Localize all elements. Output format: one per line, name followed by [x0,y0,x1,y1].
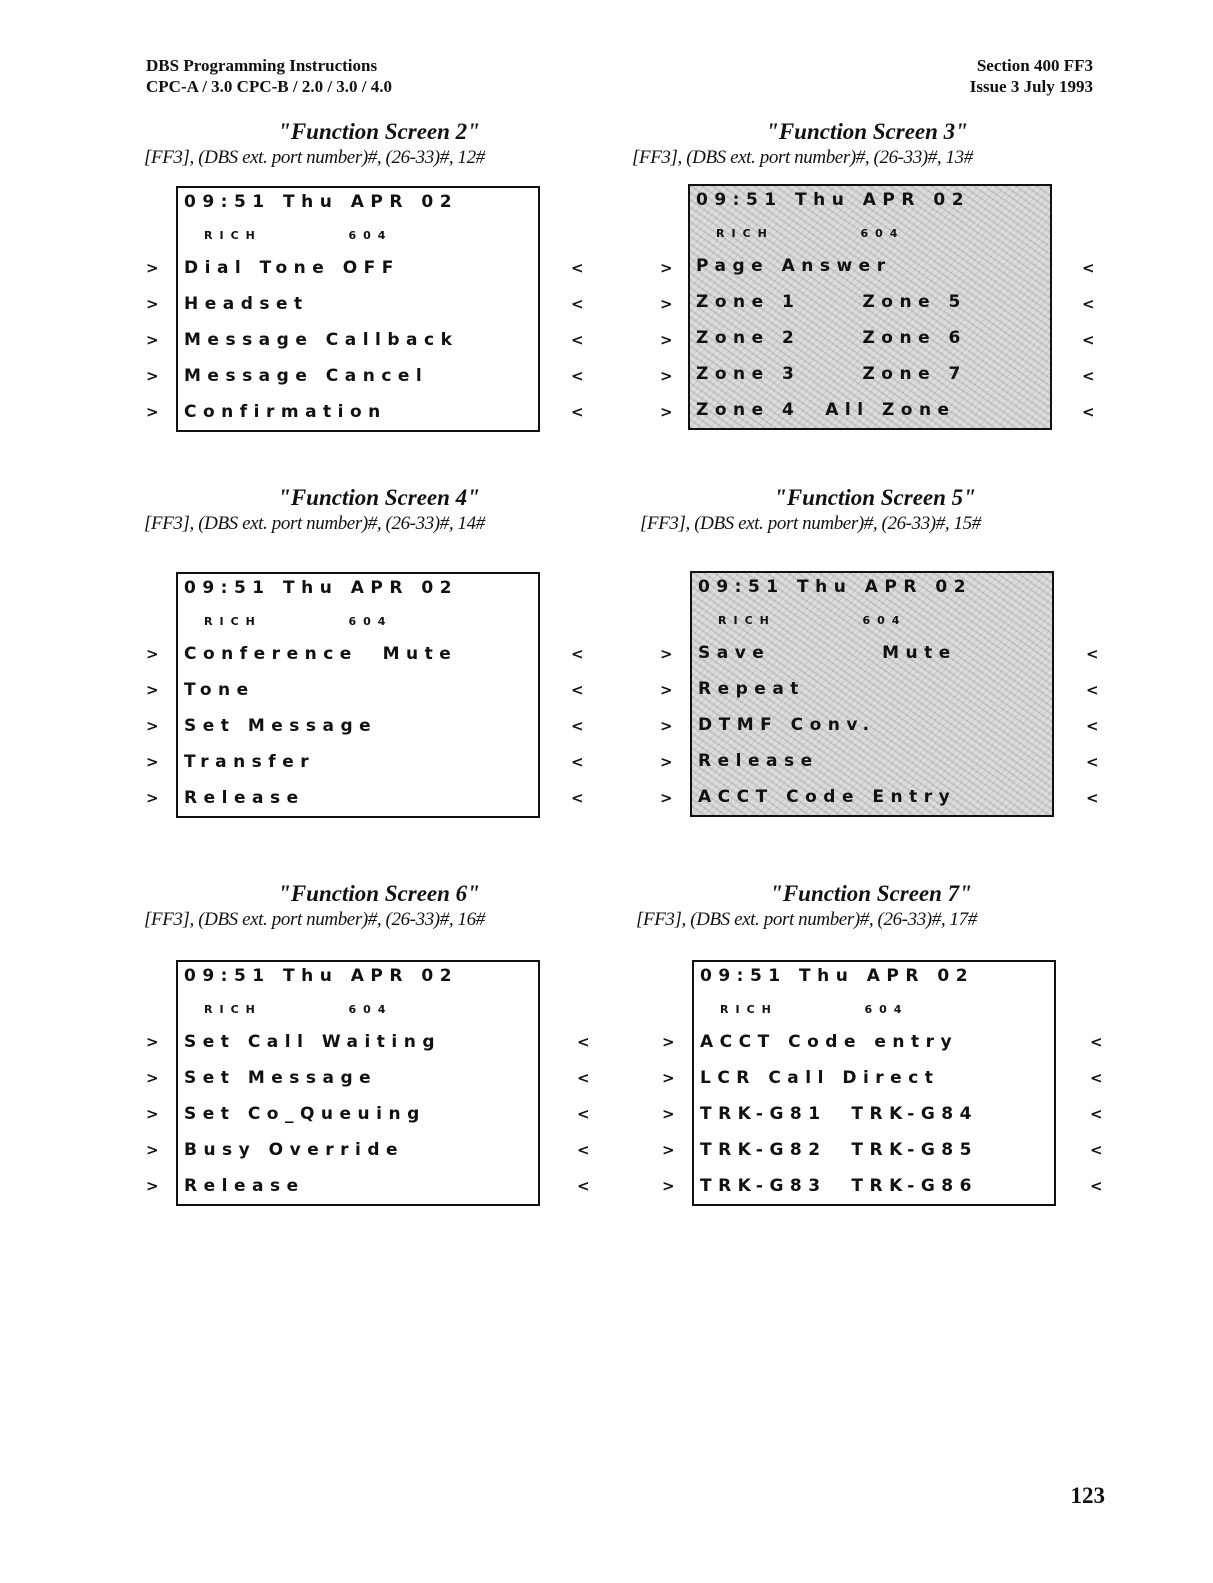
right-arrow: < [577,1177,590,1195]
screen-path: [FF3], (DBS ext. port number)#, (26-33)#, 15# [640,513,981,534]
lcd-row-2[interactable]: Repeat [698,679,805,699]
right-arrow: < [577,1105,590,1123]
right-arrow: < [571,259,584,277]
page-header-left [146,55,392,97]
lcd-line-2: RICH 604 [204,615,393,628]
lcd-row-1[interactable]: Page Answer [696,256,892,276]
left-arrow: > [660,645,673,663]
lcd-row-5[interactable]: TRK-G83 TRK-G86 [700,1176,978,1196]
left-arrow: > [146,789,159,807]
right-arrow: < [577,1069,590,1087]
left-arrow: > [146,717,159,735]
left-arrow: > [146,1105,159,1123]
lcd-row-5[interactable]: Release [184,788,305,808]
right-arrow: < [571,753,584,771]
lcd-row-2[interactable]: LCR Call Direct [700,1068,940,1088]
lcd-display [176,186,540,432]
left-arrow: > [662,1141,675,1159]
left-arrow: > [146,645,159,663]
right-arrow: < [1082,367,1095,385]
lcd-line-2: RICH 604 [716,227,905,240]
left-arrow: > [146,331,159,349]
screen-path: [FF3], (DBS ext. port number)#, (26-33)#, 12# [144,147,485,168]
lcd-line-1: 09:51 Thu APR 02 [184,192,459,212]
left-arrow: > [146,1141,159,1159]
left-arrow: > [146,403,159,421]
right-arrow: < [571,681,584,699]
lcd-line-1: 09:51 Thu APR 02 [698,577,973,597]
lcd-display [688,184,1052,430]
doc-title: DBS Programming Instructions [146,56,378,75]
right-arrow: < [1082,403,1095,421]
left-arrow: > [660,403,673,421]
right-arrow: < [1090,1069,1103,1087]
left-arrow: > [660,331,673,349]
right-arrow: < [571,367,584,385]
screen-path: [FF3], (DBS ext. port number)#, (26-33)#, 16# [144,909,485,930]
lcd-row-2[interactable]: Tone [184,680,255,700]
left-arrow: > [662,1033,675,1051]
screen-path: [FF3], (DBS ext. port number)#, (26-33)#, 17# [636,909,977,930]
lcd-row-3[interactable]: Zone 2 Zone 6 [696,328,967,348]
function-screen-7 [636,880,1106,932]
left-arrow: > [660,717,673,735]
right-arrow: < [1086,645,1099,663]
section-label: Section 400 FF3 [976,56,1093,75]
lcd-row-3[interactable]: DTMF Conv. [698,715,876,735]
lcd-display [176,960,540,1206]
screen-title: "Function Screen 6" [278,881,480,906]
left-arrow: > [660,753,673,771]
lcd-display [176,572,540,818]
lcd-row-4[interactable]: Release [698,751,819,771]
lcd-line-2: RICH 604 [204,229,393,242]
lcd-line-1: 09:51 Thu APR 02 [184,966,459,986]
lcd-line-1: 09:51 Thu APR 02 [184,578,459,598]
lcd-row-1[interactable]: Dial Tone OFF [184,258,400,278]
lcd-line-2: RICH 604 [718,614,907,627]
page-number: 123 [1070,1483,1105,1508]
screen-title: "Function Screen 3" [766,119,968,144]
lcd-row-1[interactable]: Conference Mute [184,644,458,664]
lcd-row-5[interactable]: Confirmation [184,402,387,422]
lcd-row-2[interactable]: Headset [184,294,309,314]
left-arrow: > [146,753,159,771]
page-header-right [970,55,1093,97]
lcd-row-2[interactable]: Zone 1 Zone 5 [696,292,967,312]
left-arrow: > [662,1177,675,1195]
right-arrow: < [1090,1105,1103,1123]
left-arrow: > [146,1177,159,1195]
right-arrow: < [1086,789,1099,807]
right-arrow: < [1082,259,1095,277]
right-arrow: < [1090,1033,1103,1051]
lcd-row-5[interactable]: Zone 4 All Zone [696,400,956,420]
right-arrow: < [571,789,584,807]
right-arrow: < [1090,1177,1103,1195]
left-arrow: > [146,1033,159,1051]
lcd-line-1: 09:51 Thu APR 02 [700,966,975,986]
right-arrow: < [571,645,584,663]
lcd-row-4[interactable]: Zone 3 Zone 7 [696,364,967,384]
lcd-row-1[interactable]: Save Mute [698,643,957,663]
function-screen-6 [144,880,614,932]
doc-version: CPC-A / 3.0 CPC-B / 2.0 / 3.0 / 4.0 [146,77,393,96]
lcd-row-3[interactable]: Set Co_Queuing [184,1104,426,1124]
lcd-row-2[interactable]: Set Message [184,1068,378,1088]
right-arrow: < [1082,331,1095,349]
lcd-line-1: 09:51 Thu APR 02 [696,190,971,210]
lcd-display [692,960,1056,1206]
lcd-row-4[interactable]: Message Cancel [184,366,429,386]
left-arrow: > [146,295,159,313]
right-arrow: < [571,295,584,313]
right-arrow: < [571,717,584,735]
left-arrow: > [662,1105,675,1123]
left-arrow: > [146,259,159,277]
right-arrow: < [1086,753,1099,771]
lcd-display [690,571,1054,817]
lcd-row-4[interactable]: TRK-G82 TRK-G85 [700,1140,978,1160]
left-arrow: > [146,1069,159,1087]
lcd-row-3[interactable]: Message Callback [184,330,459,350]
left-arrow: > [660,259,673,277]
screen-path: [FF3], (DBS ext. port number)#, (26-33)#, 14# [144,513,485,534]
right-arrow: < [577,1033,590,1051]
right-arrow: < [1086,681,1099,699]
function-screen-3 [632,118,1102,170]
screen-title: "Function Screen 7" [770,881,972,906]
lcd-row-4[interactable]: Busy Override [184,1140,405,1160]
left-arrow: > [662,1069,675,1087]
screen-title: "Function Screen 2" [278,119,480,144]
lcd-row-5[interactable]: Release [184,1176,305,1196]
lcd-row-5[interactable]: ACCT Code Entry [698,787,957,807]
lcd-row-4[interactable]: Transfer [184,752,316,772]
lcd-row-1[interactable]: ACCT Code entry [700,1032,959,1052]
right-arrow: < [571,331,584,349]
screen-title: "Function Screen 5" [774,485,976,510]
left-arrow: > [660,367,673,385]
lcd-row-3[interactable]: TRK-G81 TRK-G84 [700,1104,978,1124]
left-arrow: > [146,367,159,385]
right-arrow: < [1082,295,1095,313]
right-arrow: < [577,1141,590,1159]
function-screen-4 [144,484,614,536]
screen-title: "Function Screen 4" [278,485,480,510]
lcd-row-3[interactable]: Set Message [184,716,378,736]
right-arrow: < [1086,717,1099,735]
left-arrow: > [660,681,673,699]
left-arrow: > [660,295,673,313]
lcd-line-2: RICH 604 [204,1003,393,1016]
left-arrow: > [146,681,159,699]
issue-date: Issue 3 July 1993 [969,77,1093,96]
function-screen-2 [144,118,614,170]
lcd-row-1[interactable]: Set Call Waiting [184,1032,442,1052]
left-arrow: > [660,789,673,807]
right-arrow: < [571,403,584,421]
function-screen-5 [640,484,1110,536]
right-arrow: < [1090,1141,1103,1159]
screen-path: [FF3], (DBS ext. port number)#, (26-33)#, 13# [632,147,973,168]
lcd-line-2: RICH 604 [720,1003,909,1016]
